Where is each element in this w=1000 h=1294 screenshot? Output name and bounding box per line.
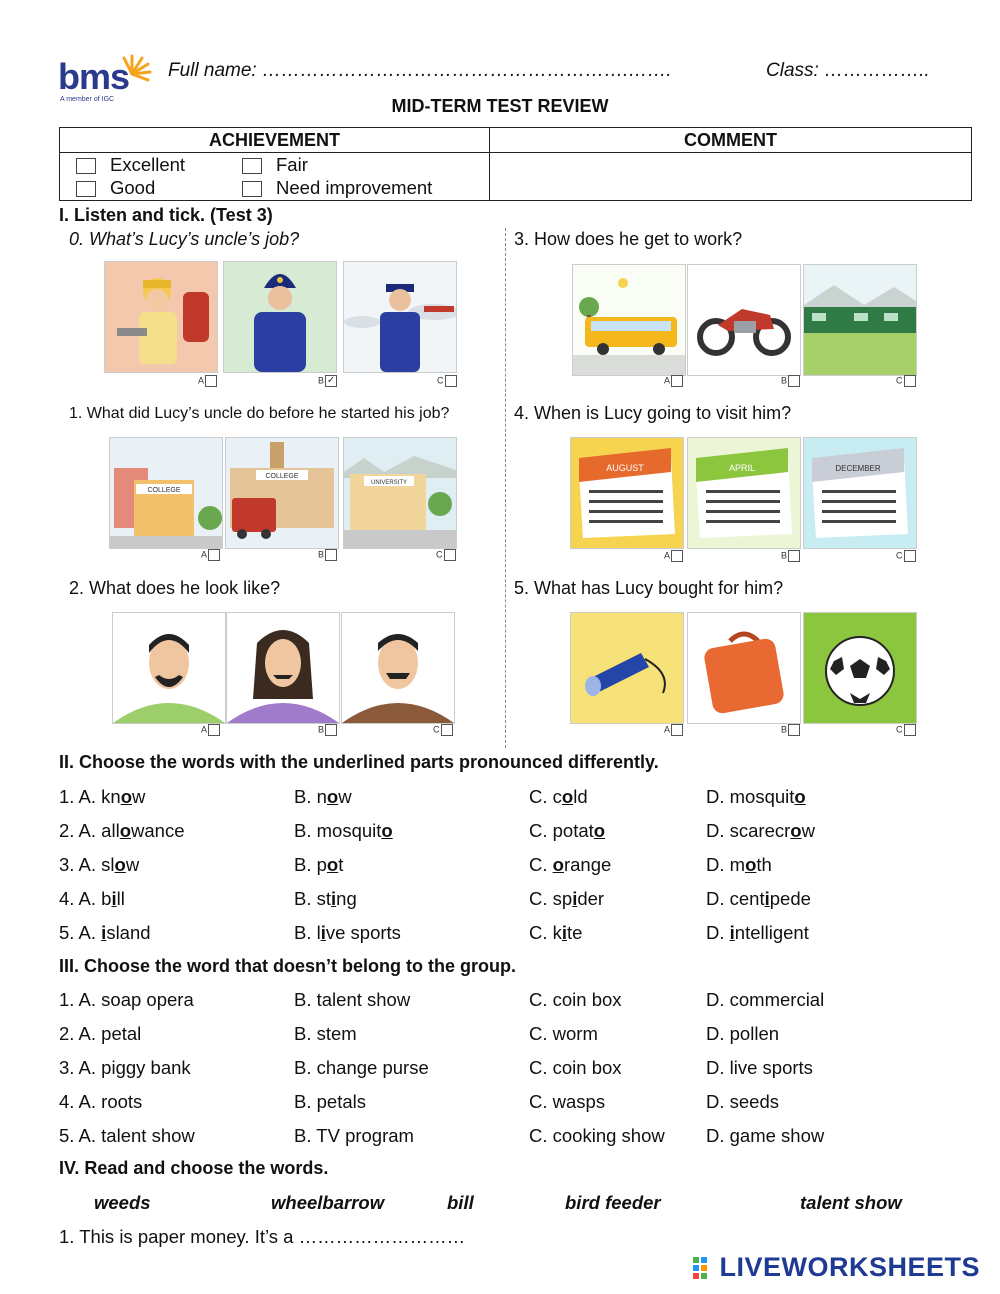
word-talent-show: talent show <box>800 1192 902 1213</box>
april-label: APRIL <box>728 463 756 473</box>
s4-question-1[interactable]: 1. This is paper money. It’s a ……………………… <box>59 1226 466 1247</box>
april-calendar-picture <box>687 437 801 549</box>
football-picture <box>803 612 917 724</box>
s2-row-4-c[interactable]: C. spider <box>529 888 605 909</box>
bus-icon <box>573 265 685 375</box>
man-beard-icon <box>113 613 225 723</box>
q1-option-a[interactable]: A <box>201 549 220 561</box>
q3-checkbox-b[interactable] <box>788 375 800 387</box>
s3-row-4-a[interactable]: 4. A. roots <box>59 1091 143 1112</box>
motorbike-icon <box>688 265 800 375</box>
q0-option-b[interactable]: B ✓ <box>318 375 336 386</box>
university-picture <box>343 437 457 549</box>
university-sign: UNIVERSITY <box>370 480 408 486</box>
achievement-options <box>60 153 490 201</box>
s2-row-2-c[interactable]: C. potato <box>529 820 606 841</box>
q5-option-c[interactable]: C <box>896 724 916 736</box>
full-name-field[interactable]: Full name: ………………………………………………….……. <box>168 60 672 81</box>
s3-row-2-b[interactable]: B. stem <box>294 1023 357 1044</box>
q0-checkbox-a[interactable] <box>205 375 217 387</box>
train-picture <box>803 264 917 376</box>
s3-row-3-a[interactable]: 3. A. piggy bank <box>59 1057 191 1078</box>
comment-header: COMMENT <box>490 128 972 153</box>
pilot-picture <box>343 261 457 373</box>
word-bird-feeder: bird feeder <box>565 1192 661 1213</box>
section-divider <box>505 228 506 748</box>
q2-option-a[interactable]: A <box>201 724 220 736</box>
question-1-text: 1. What did Lucy’s uncle do before he started his job? <box>69 405 450 422</box>
need-improvement-checkbox[interactable] <box>242 181 262 197</box>
liveworksheets-grid-icon <box>693 1255 715 1281</box>
man-moustache-icon <box>342 613 454 723</box>
question-1 <box>69 402 449 423</box>
q4-option-c[interactable]: C <box>896 550 916 562</box>
suitcase-icon <box>688 613 800 723</box>
football-icon <box>804 613 916 723</box>
q2-checkbox-a[interactable] <box>208 724 220 736</box>
s2-row-1-d[interactable]: D. mosquito <box>706 786 806 807</box>
s2-row-4-a[interactable]: 4. A. bill <box>59 888 125 909</box>
firefighter-icon <box>105 262 217 372</box>
university-icon <box>344 438 456 548</box>
excellent-checkbox[interactable] <box>76 158 96 174</box>
q4-option-a[interactable]: A <box>664 550 683 562</box>
q1-checkbox-b[interactable] <box>325 549 337 561</box>
s2-row-5-c[interactable]: C. kite <box>529 922 583 943</box>
s2-row-2-a[interactable]: 2. A. allowance <box>59 820 185 841</box>
achievement-header: ACHIEVEMENT <box>60 128 490 153</box>
s3-row-2-c[interactable]: C. worm <box>529 1023 598 1044</box>
s3-row-1-d[interactable]: D. commercial <box>706 989 825 1010</box>
april-calendar-icon <box>688 438 800 548</box>
s3-row-5-d[interactable]: D. game show <box>706 1125 825 1146</box>
word-weeds: weeds <box>94 1192 151 1213</box>
train-icon <box>804 265 916 375</box>
good-checkbox[interactable] <box>76 181 96 197</box>
college-picture <box>109 437 223 549</box>
q4-option-b[interactable]: B <box>781 550 800 562</box>
s3-row-2-d[interactable]: D. pollen <box>706 1023 780 1044</box>
college-bus-sign: COLLEGE <box>265 473 299 480</box>
s3-row-5-b[interactable]: B. TV program <box>294 1125 414 1146</box>
s3-row-4-d[interactable]: D. seeds <box>706 1091 780 1112</box>
s3-row-1-c[interactable]: C. coin box <box>529 989 622 1010</box>
q3-checkbox-a[interactable] <box>671 375 683 387</box>
firefighter-picture <box>104 261 218 373</box>
q0-checkbox-c[interactable] <box>445 375 457 387</box>
man-long-hair-picture <box>226 612 340 724</box>
s3-row-5-c[interactable]: C. cooking show <box>529 1125 665 1146</box>
section-2-title: II. Choose the words with the underlined parts pronounced differently. <box>59 752 659 772</box>
college-icon <box>110 438 222 548</box>
q1-option-c[interactable]: C <box>436 549 456 561</box>
s2-row-4-b[interactable]: B. sting <box>294 888 357 909</box>
section-1-title: I. Listen and tick. (Test 3) <box>59 205 273 225</box>
q2-option-c[interactable]: C <box>433 724 453 736</box>
s2-row-3-b[interactable]: B. pot <box>294 854 344 875</box>
option-good[interactable]: Good <box>76 177 155 199</box>
college-bus-icon <box>226 438 338 548</box>
question-5: 5. What has Lucy bought for him? <box>514 578 784 598</box>
q5-checkbox-b[interactable] <box>788 724 800 736</box>
q4-checkbox-c[interactable] <box>904 550 916 562</box>
s3-row-4-b[interactable]: B. petals <box>294 1091 366 1112</box>
comment-cell[interactable] <box>490 153 972 201</box>
q5-checkbox-c[interactable] <box>904 724 916 736</box>
s2-row-4-d[interactable]: D. centipede <box>706 888 811 909</box>
word-wheelbarrow: wheelbarrow <box>271 1192 385 1213</box>
s2-row-5-a[interactable]: 5. A. island <box>59 922 151 943</box>
q3-option-a[interactable]: A <box>664 375 683 387</box>
q4-checkbox-a[interactable] <box>671 550 683 562</box>
q5-option-b[interactable]: B <box>781 724 800 736</box>
option-excellent[interactable]: Excellent <box>76 154 185 176</box>
q2-checkbox-b[interactable] <box>325 724 337 736</box>
question-3: 3. How does he get to work? <box>514 229 743 249</box>
q1-checkbox-a[interactable] <box>208 549 220 561</box>
q2-checkbox-c[interactable] <box>441 724 453 736</box>
december-label: DECEMBER <box>835 464 881 473</box>
section-3-title: III. Choose the word that doesn’t belong to the group. <box>59 956 516 976</box>
college-sign: COLLEGE <box>147 487 181 494</box>
s2-row-3-a[interactable]: 3. A. slow <box>59 854 140 875</box>
s3-row-3-c[interactable]: C. coin box <box>529 1057 622 1078</box>
pilot-icon <box>344 262 456 372</box>
liveworksheets-logo[interactable] <box>693 1252 980 1283</box>
q5-checkbox-a[interactable] <box>671 724 683 736</box>
december-calendar-picture <box>803 437 917 549</box>
suitcase-picture <box>687 612 801 724</box>
question-2: 2. What does he look like? <box>69 578 281 598</box>
q1-checkbox-c[interactable] <box>444 549 456 561</box>
s2-row-1-c[interactable]: C. cold <box>529 786 588 807</box>
s2-row-1-b[interactable]: B. now <box>294 786 352 807</box>
q0-option-c[interactable]: C <box>437 375 457 387</box>
bus-picture <box>572 264 686 376</box>
q1-option-b[interactable]: B <box>318 549 337 561</box>
question-4: 4. When is Lucy going to visit him? <box>514 403 792 423</box>
liveworksheets-text: LIVEWORKSHEETS <box>719 1252 980 1282</box>
august-calendar-icon <box>571 438 683 548</box>
q0-option-a[interactable]: A <box>198 375 217 387</box>
s2-row-3-c[interactable]: C. orange <box>529 854 612 875</box>
torch-picture <box>570 612 684 724</box>
august-calendar-picture <box>570 437 684 549</box>
word-bill: bill <box>447 1192 474 1213</box>
s3-row-5-a[interactable]: 5. A. talent show <box>59 1125 195 1146</box>
page-title: MID-TERM TEST REVIEW <box>391 96 609 116</box>
s2-row-1-a[interactable]: 1. A. know <box>59 786 146 807</box>
s3-row-3-b[interactable]: B. change purse <box>294 1057 429 1078</box>
achievement-table <box>59 127 972 201</box>
december-calendar-icon <box>804 438 916 548</box>
torch-icon <box>571 613 683 723</box>
motorbike-picture <box>687 264 801 376</box>
august-label: AUGUST <box>606 463 644 473</box>
question-0: 0. What’s Lucy’s uncle’s job? <box>69 229 300 249</box>
police-officer-picture <box>223 261 337 373</box>
s2-row-5-d[interactable]: D. intelligent <box>706 922 809 943</box>
section-4-title: IV. Read and choose the words. <box>59 1158 329 1178</box>
q0-checkbox-b[interactable]: ✓ <box>326 375 336 386</box>
police-officer-icon <box>224 262 336 372</box>
q4-checkbox-b[interactable] <box>788 550 800 562</box>
logo-subtext: A member of IGC <box>60 96 115 103</box>
s2-row-5-b[interactable]: B. live sports <box>294 922 401 943</box>
s3-row-1-a[interactable]: 1. A. soap opera <box>59 989 194 1010</box>
man-long-hair-icon <box>227 613 339 723</box>
q2-option-b[interactable]: B <box>318 724 337 736</box>
man-beard-picture <box>112 612 226 724</box>
class-field[interactable]: Class: …………….. <box>766 60 930 81</box>
s2-row-3-d[interactable]: D. moth <box>706 854 772 875</box>
college-bus-picture <box>225 437 339 549</box>
q5-option-a[interactable]: A <box>664 724 683 736</box>
s3-row-1-b[interactable]: B. talent show <box>294 989 411 1010</box>
logo-text: bms <box>58 56 130 97</box>
q3-checkbox-c[interactable] <box>904 375 916 387</box>
s3-row-3-d[interactable]: D. live sports <box>706 1057 813 1078</box>
s3-row-4-c[interactable]: C. wasps <box>529 1091 606 1112</box>
man-moustache-picture <box>341 612 455 724</box>
s2-row-2-d[interactable]: D. scarecrow <box>706 820 815 841</box>
s2-row-2-b[interactable]: B. mosquito <box>294 820 393 841</box>
q3-option-b[interactable]: B <box>781 375 800 387</box>
option-need-improvement[interactable]: Need improvement <box>242 177 432 199</box>
fair-checkbox[interactable] <box>242 158 262 174</box>
s3-row-2-a[interactable]: 2. A. petal <box>59 1023 142 1044</box>
option-fair[interactable]: Fair <box>242 154 308 176</box>
q3-option-c[interactable]: C <box>896 375 916 387</box>
